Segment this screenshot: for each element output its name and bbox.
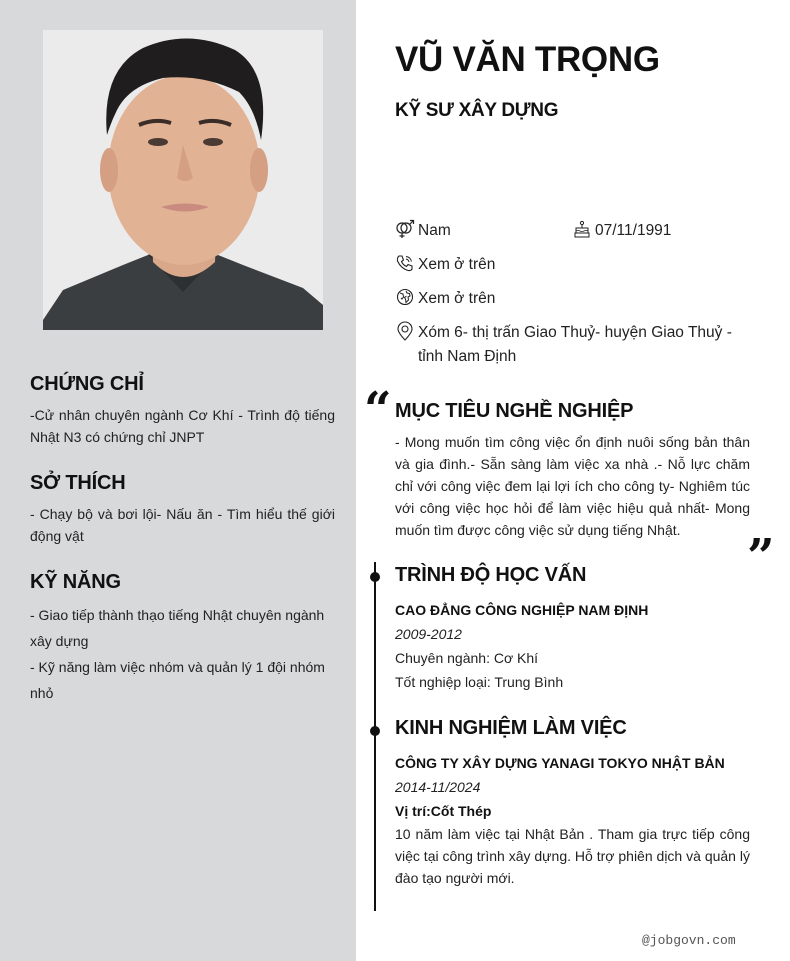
birthday-cake-icon [572,219,592,239]
timeline-dot [370,572,380,582]
education-grade: Tốt nghiệp loại: Trung Bình [395,674,564,690]
company-name: CÔNG TY XÂY DỰNG YANAGI TOKYO NHẬT BẢN [395,755,725,771]
website-row [395,287,495,311]
experience-entry [395,751,750,889]
education-title: TRÌNH ĐỘ HỌC VẤN [395,564,587,586]
location-pin-icon [395,321,415,341]
timeline-dot [370,726,380,736]
objective-title: MỤC TIÊU NGHỀ NGHIỆP [395,400,634,422]
sidebar [0,0,356,961]
skills-list [30,602,335,706]
objective-text: - Mong muốn tìm công việc ổn định nuôi sống bản thân và gia đình.- Sẵn sàng làm việc xa nhà .- Nỗ lực chăm chỉ với công việc đem lại lợi ích cho công ty- Nghiêm túc với công việc học hỏi để làm việc hiệu quả nhất- Mong muốn tìm được công việc sử dụng tiếng Nhật. [395,434,750,538]
certificates-text: -Cử nhân chuyên ngành Cơ Khí - Trình độ tiếng Nhật N3 có chứng chỉ JNPT [30,407,335,445]
experience-title: KINH NGHIỆM LÀM VIỆC [395,717,627,739]
hobbies-text: - Chạy bộ và bơi lội- Nấu ăn - Tìm hiểu thế giới động vật [30,506,335,544]
portrait-illustration [43,30,323,330]
open-quote-icon: “ [364,382,392,438]
phone-row [395,253,495,277]
skill-item: - Kỹ năng làm việc nhóm và quản lý 1 đội nhóm nhỏ [30,659,325,701]
skill-item: - Giao tiếp thành thạo tiếng Nhật chuyên ngành xây dựng [30,607,325,649]
phone-value: Xem ở trên [418,256,496,273]
profile-photo [43,30,323,330]
certificates-title: CHỨNG CHỈ [30,373,144,395]
certificates-section [30,373,335,448]
hobbies-title: SỞ THÍCH [30,472,126,494]
address-value: Xóm 6- thị trấn Giao Thuỷ- huyện Giao Thuỷ - tỉnh Nam Định [418,324,732,365]
timeline-line [374,562,376,911]
job-title: KỸ SƯ XÂY DỰNG [395,100,559,121]
close-quote-icon: ” [747,529,775,585]
experience-description: 10 năm làm việc tại Nhật Bản . Tham gia trực tiếp công việc tại công trình xây dựng. Hỗ trợ phiên dịch và quản lý đào tạo người mới. [395,826,750,886]
gender-icon [395,219,415,239]
skills-section [30,571,335,706]
address-row [395,321,755,369]
gender-value: Nam [418,222,451,239]
phone-icon [395,253,415,273]
hobbies-section [30,472,335,547]
education-entry [395,598,750,694]
globe-icon [395,287,415,307]
watermark: @jobgovn.com [642,933,736,948]
school-name: CAO ĐẲNG CÔNG NGHIỆP NAM ĐỊNH [395,602,649,618]
birthday-row [572,219,671,243]
experience-period: 2014-11/2024 [395,779,481,795]
candidate-name: VŨ VĂN TRỌNG [395,40,660,79]
gender-row [395,219,451,243]
birthday-value: 07/11/1991 [595,222,672,239]
experience-position: Vị trí:Cốt Thép [395,803,492,819]
education-major: Chuyên ngành: Cơ Khí [395,650,539,666]
education-period: 2009-2012 [395,626,462,642]
website-value: Xem ở trên [418,290,496,307]
skills-title: KỸ NĂNG [30,571,121,593]
